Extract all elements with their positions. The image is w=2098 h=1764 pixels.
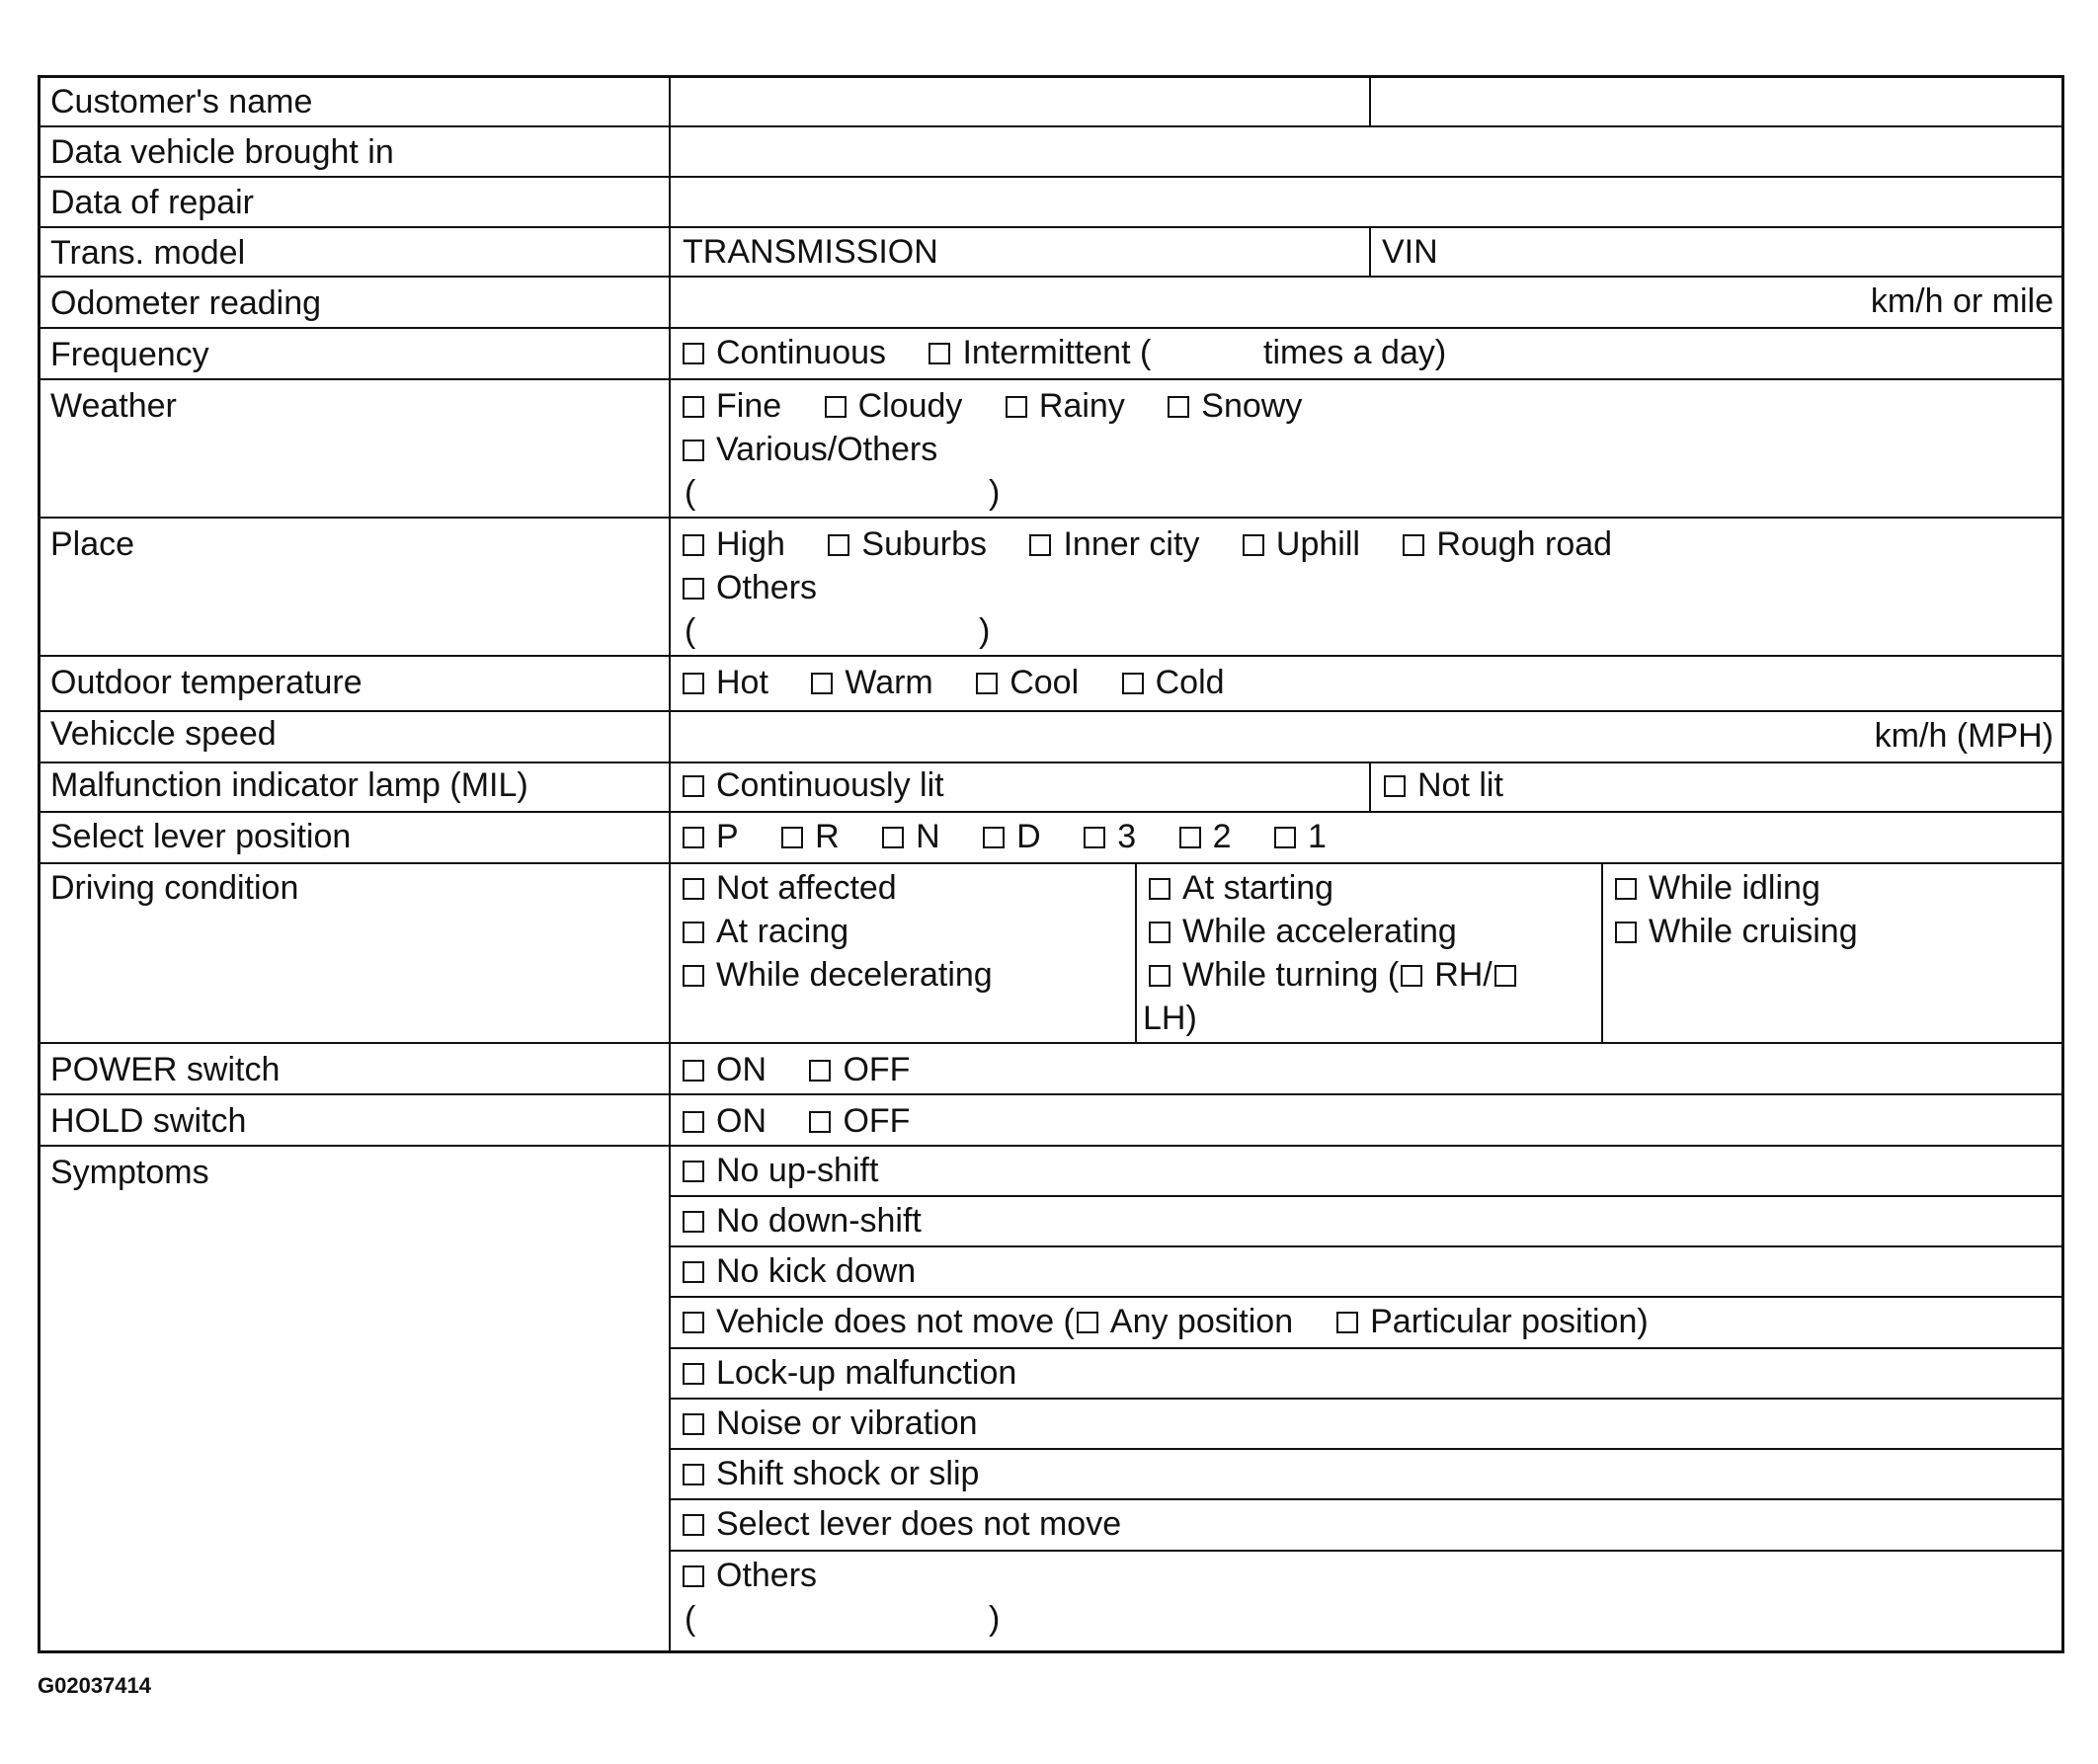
checkbox[interactable] <box>828 534 849 556</box>
checkbox[interactable] <box>1179 827 1201 848</box>
lever-n-option[interactable]: N <box>882 817 940 856</box>
label-driving-condition: Driving condition <box>50 869 299 907</box>
weather-fine-option[interactable]: Fine <box>683 386 781 426</box>
label-hold-switch: HOLD switch <box>50 1102 247 1140</box>
label-trans-model: Trans. model <box>50 234 246 272</box>
checkbox[interactable] <box>683 1413 704 1435</box>
place-uphill-option[interactable]: Uphill <box>1243 524 1360 564</box>
hold-off-option[interactable]: OFF <box>809 1101 910 1141</box>
place-inner-city-option[interactable]: Inner city <box>1029 524 1199 564</box>
divider-model-row <box>1369 226 1371 276</box>
label-power-switch: POWER switch <box>50 1051 281 1088</box>
checkbox[interactable] <box>683 775 704 797</box>
label-column-divider <box>669 78 671 1650</box>
symptom-row-line <box>669 1347 2061 1349</box>
checkbox-any-position[interactable] <box>1077 1312 1098 1333</box>
checkbox[interactable] <box>1149 965 1170 987</box>
checkbox[interactable] <box>781 827 803 848</box>
symptom-row-line <box>669 1448 2061 1450</box>
row-line <box>40 1145 2061 1147</box>
symptom-row-line <box>669 1550 2061 1552</box>
lever-3-option[interactable]: 3 <box>1084 817 1136 856</box>
label-select-lever: Select lever position <box>50 818 352 855</box>
row-line <box>40 1042 2061 1044</box>
driving-idling-option[interactable]: While idling <box>1615 868 1820 908</box>
symptom-paren-open: ( <box>685 1600 696 1638</box>
label-vehicle-speed: Vehiccle speed <box>50 715 277 753</box>
checkbox[interactable] <box>683 1261 704 1283</box>
lever-p-option[interactable]: P <box>683 817 739 856</box>
hold-switch-options <box>683 1101 910 1141</box>
driving-lh-label: LH) <box>1143 1000 1197 1037</box>
label-place: Place <box>50 525 135 563</box>
freq-continuous-option[interactable]: Continuous <box>683 333 886 372</box>
checkbox[interactable] <box>1029 534 1051 556</box>
checkbox[interactable] <box>809 1060 831 1082</box>
checkbox-lh[interactable] <box>1494 965 1516 987</box>
place-paren-close: ) <box>979 612 991 650</box>
symptom-no-kickdown-option[interactable]: No kick down <box>683 1251 916 1291</box>
row-line <box>40 327 2061 329</box>
checkbox[interactable] <box>1274 827 1296 848</box>
temp-options <box>683 663 1225 702</box>
row-line <box>40 125 2061 127</box>
label-mil: Malfunction indicator lamp (MIL) <box>50 766 528 804</box>
driving-accelerating-option[interactable]: While accelerating <box>1149 912 1457 951</box>
symptom-paren-close: ) <box>989 1600 1001 1638</box>
label-weather: Weather <box>50 387 177 425</box>
symptom-no-move-option[interactable]: Vehicle does not move ( Any position Particular position) <box>683 1302 1649 1341</box>
checkbox[interactable] <box>683 965 704 987</box>
temp-warm-option[interactable]: Warm <box>811 663 932 702</box>
driving-cruising-option[interactable]: While cruising <box>1615 912 1858 951</box>
divider-name-row <box>1369 78 1371 125</box>
row-line <box>40 862 2061 864</box>
row-line <box>40 811 2061 813</box>
checkbox[interactable] <box>1615 878 1637 900</box>
symptom-others-option[interactable]: Others <box>683 1556 817 1595</box>
odometer-unit: km/h or mile <box>1870 282 2054 320</box>
label-odometer: Odometer reading <box>50 284 322 322</box>
symptom-no-downshift-option[interactable]: No down-shift <box>683 1201 922 1241</box>
weather-cloudy-option[interactable]: Cloudy <box>825 386 963 426</box>
checkbox[interactable] <box>1243 534 1264 556</box>
lever-r-option[interactable]: R <box>781 817 840 856</box>
checkbox[interactable] <box>683 673 704 694</box>
checkbox[interactable] <box>1384 775 1406 797</box>
label-frequency: Frequency <box>50 336 209 373</box>
checkbox[interactable] <box>976 673 998 694</box>
weather-options <box>683 386 1302 426</box>
checkbox[interactable] <box>683 343 704 364</box>
place-others-option[interactable]: Others <box>683 568 817 607</box>
checkbox[interactable] <box>983 827 1005 848</box>
weather-various-option[interactable]: Various/Others <box>683 430 937 469</box>
checkbox[interactable] <box>683 534 704 556</box>
place-suburbs-option[interactable]: Suburbs <box>828 524 987 564</box>
checkbox[interactable] <box>809 1111 831 1133</box>
symptom-shift-shock-option[interactable]: Shift shock or slip <box>683 1454 979 1493</box>
checkbox-particular-position[interactable] <box>1336 1312 1358 1333</box>
symptom-lockup-option[interactable]: Lock-up malfunction <box>683 1353 1016 1393</box>
vin-label: VIN <box>1382 233 1438 271</box>
checkbox[interactable] <box>1006 396 1027 418</box>
checkbox[interactable] <box>825 396 847 418</box>
checkbox[interactable] <box>1168 396 1189 418</box>
checkbox[interactable] <box>683 1312 704 1333</box>
mil-not-lit-option[interactable]: Not lit <box>1384 765 1503 805</box>
checkbox[interactable] <box>683 440 704 461</box>
checkbox[interactable] <box>1615 922 1637 943</box>
checkbox[interactable] <box>683 1363 704 1385</box>
repair-questionnaire-form <box>38 75 2064 1653</box>
speed-unit: km/h (MPH) <box>1874 717 2054 755</box>
place-rough-road-option[interactable]: Rough road <box>1403 524 1612 564</box>
weather-paren-open: ( <box>685 474 696 512</box>
row-line <box>40 378 2061 380</box>
checkbox[interactable] <box>683 1161 704 1182</box>
checkbox[interactable] <box>882 827 904 848</box>
checkbox[interactable] <box>683 922 704 943</box>
lever-1-option[interactable]: 1 <box>1274 817 1327 856</box>
divider-driving-1 <box>1135 862 1137 1042</box>
row-line <box>40 176 2061 178</box>
freq-intermittent-option[interactable]: Intermittent ( <box>928 333 1151 372</box>
driving-at-starting-option[interactable]: At starting <box>1149 868 1333 908</box>
symptom-lever-stuck-option[interactable]: Select lever does not move <box>683 1504 1121 1544</box>
checkbox[interactable] <box>683 1565 704 1587</box>
weather-snowy-option[interactable]: Snowy <box>1168 386 1302 426</box>
checkbox-rh[interactable] <box>1401 965 1422 987</box>
symptom-no-upshift-option[interactable]: No up-shift <box>683 1151 878 1190</box>
row-line <box>40 710 2061 712</box>
checkbox[interactable] <box>683 1514 704 1536</box>
checkbox[interactable] <box>811 673 833 694</box>
symptom-row-line <box>669 1296 2061 1298</box>
driving-not-affected-option[interactable]: Not affected <box>683 868 897 908</box>
lever-2-option[interactable]: 2 <box>1179 817 1232 856</box>
checkbox[interactable] <box>683 1060 704 1082</box>
weather-paren-close: ) <box>989 474 1001 512</box>
symptom-row-line <box>669 1245 2061 1247</box>
symptom-row-line <box>669 1195 2061 1197</box>
lever-options <box>683 817 1327 856</box>
transmission-label: TRANSMISSION <box>683 233 938 271</box>
row-line <box>40 762 2061 763</box>
hold-on-option[interactable]: ON <box>683 1101 767 1141</box>
frequency-options <box>683 333 1151 372</box>
checkbox[interactable] <box>683 1211 704 1233</box>
place-high-option[interactable]: High <box>683 524 785 564</box>
row-line <box>40 1093 2061 1095</box>
checkbox[interactable] <box>1403 534 1424 556</box>
symptom-row-line <box>669 1498 2061 1500</box>
divider-mil-row <box>1369 762 1371 811</box>
label-symptoms: Symptoms <box>50 1154 209 1191</box>
checkbox[interactable] <box>683 827 704 848</box>
label-customer-name: Customer's name <box>50 83 313 120</box>
symptom-noise-option[interactable]: Noise or vibration <box>683 1403 978 1443</box>
power-switch-options <box>683 1050 910 1089</box>
weather-rainy-option[interactable]: Rainy <box>1006 386 1125 426</box>
divider-driving-2 <box>1601 862 1603 1042</box>
checkbox[interactable] <box>1084 827 1105 848</box>
checkbox[interactable] <box>683 878 704 900</box>
checkbox[interactable] <box>683 578 704 600</box>
row-line <box>40 276 2061 278</box>
temp-cool-option[interactable]: Cool <box>976 663 1079 702</box>
driving-decelerating-option[interactable]: While decelerating <box>683 955 993 995</box>
lever-d-option[interactable]: D <box>983 817 1041 856</box>
checkbox[interactable] <box>928 343 950 364</box>
place-paren-open: ( <box>685 612 696 650</box>
checkbox[interactable] <box>683 396 704 418</box>
checkbox[interactable] <box>1149 878 1170 900</box>
checkbox[interactable] <box>683 1111 704 1133</box>
row-line <box>40 226 2061 228</box>
freq-times-a-day: times a day) <box>1263 334 1447 371</box>
temp-hot-option[interactable]: Hot <box>683 663 768 702</box>
driving-turning-option[interactable]: While turning ( RH/ <box>1149 955 1516 995</box>
power-off-option[interactable]: OFF <box>809 1050 910 1089</box>
row-line <box>40 655 2061 657</box>
symptom-row-line <box>669 1398 2061 1400</box>
mil-lit-option[interactable]: Continuously lit <box>683 765 944 805</box>
checkbox[interactable] <box>683 1464 704 1485</box>
label-date-brought-in: Data vehicle brought in <box>50 133 394 171</box>
power-on-option[interactable]: ON <box>683 1050 767 1089</box>
label-outdoor-temp: Outdoor temperature <box>50 664 363 701</box>
checkbox[interactable] <box>1122 673 1144 694</box>
figure-id: G02037414 <box>38 1673 151 1698</box>
checkbox[interactable] <box>1149 922 1170 943</box>
row-line <box>40 517 2061 519</box>
temp-cold-option[interactable]: Cold <box>1122 663 1225 702</box>
place-options <box>683 524 1612 564</box>
label-date-of-repair: Data of repair <box>50 184 254 221</box>
driving-at-racing-option[interactable]: At racing <box>683 912 848 951</box>
